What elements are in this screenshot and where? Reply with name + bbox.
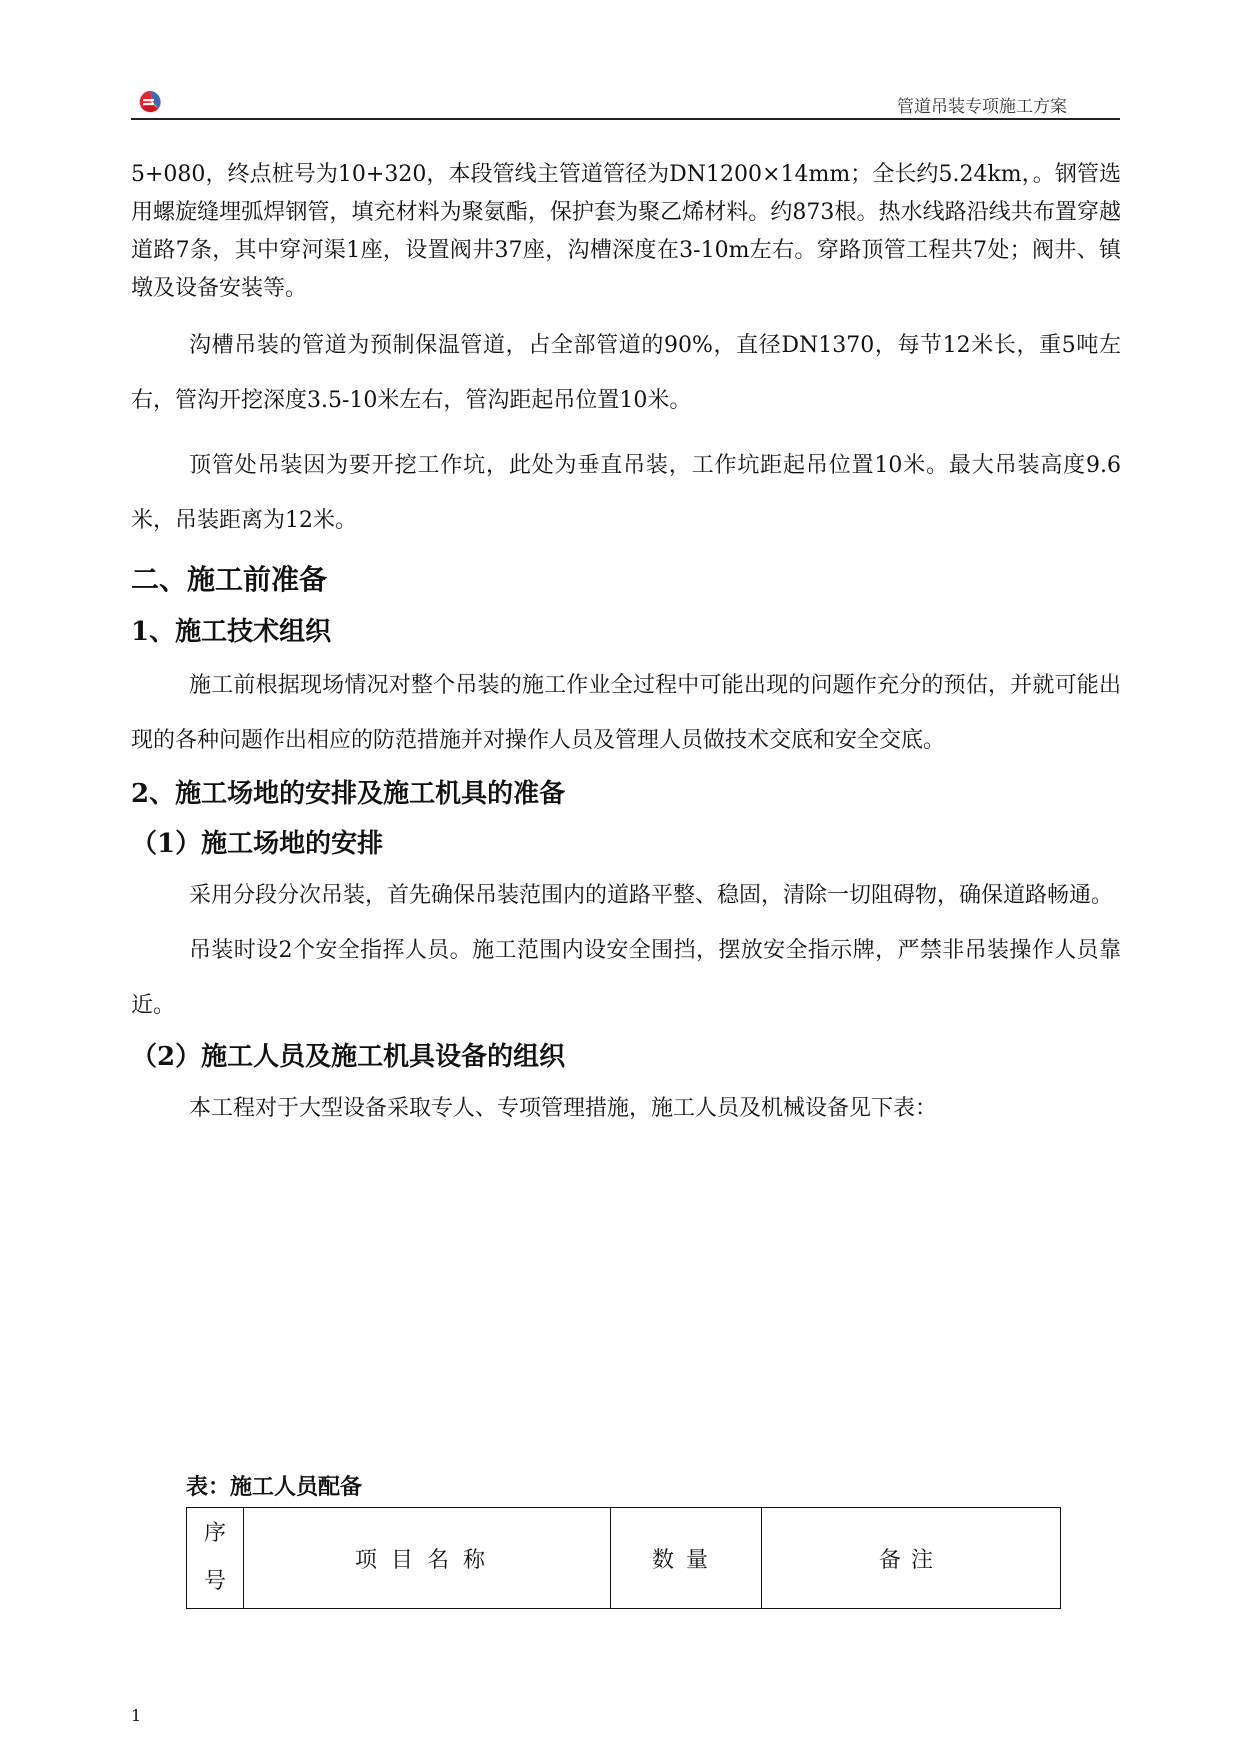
column-header-sequence bbox=[187, 1508, 244, 1609]
safety-commander-paragraph: 吊装时设2个安全指挥人员。施工范围内设安全围挡，摆放安全指示牌，严禁非吊装操作人员靠近。 bbox=[131, 938, 1121, 1018]
staff-equipment-intro-paragraph: 本工程对于大型设备采取专人、专项管理措施，施工人员及机械设备见下表： bbox=[189, 1096, 938, 1121]
table-caption: 表：施工人员配备 bbox=[186, 1475, 363, 1500]
document-body bbox=[131, 156, 1121, 1136]
item-title-site-arrangement: （1）施工场地的安排 bbox=[131, 829, 384, 859]
column-header-quantity: 数量 bbox=[611, 1508, 762, 1609]
trench-lifting-paragraph: 沟槽吊装的管道为预制保温管道，占全部管道的90%，直径DN1370，每节12米长，重5吨左右，管沟开挖深度3.5-10米左右，管沟距起吊位置10米。 bbox=[131, 333, 1121, 413]
column-header-sequence-line2: 号 bbox=[203, 1569, 226, 1594]
item-title-staff-and-equipment: （2）施工人员及施工机具设备的组织 bbox=[131, 1042, 566, 1072]
page-number: 1 bbox=[131, 1706, 142, 1725]
jacking-lifting-paragraph: 顶管处吊装因为要开挖工作坑，此处为垂直吊装，工作坑距起吊位置10米。最大吊装高度9.6米，吊装距离为12米。 bbox=[131, 453, 1121, 533]
project-overview-paragraph: 5+080，终点桩号为10+320，本段管线主管道管径为DN1200×14mm；全长约5.24km，。钢管选用螺旋缝埋弧焊钢管，填充材料为聚氨酯，保护套为聚乙烯材料。约873根。热水线路沿线共布置穿越道路7条，其中穿河渠1座，设置阀井37座，沟槽深度在3-10m左右。穿路顶管工程共7处；阀井、镇墩及设备安装等。 bbox=[131, 162, 1122, 301]
staff-allocation-table bbox=[186, 1507, 1061, 1609]
column-header-sequence-line1: 序 bbox=[203, 1521, 226, 1546]
table-header-row bbox=[187, 1508, 1061, 1609]
technical-organization-paragraph: 施工前根据现场情况对整个吊装的施工作业全过程中可能出现的问题作充分的预估，并就可能出现的各种问题作出相应的防范措施并对操作人员及管理人员做技术交底和安全交底。 bbox=[131, 673, 1121, 753]
column-header-item-name: 项目名称 bbox=[244, 1508, 611, 1609]
document-header-title: 管道吊装专项施工方案 bbox=[897, 97, 1067, 117]
column-header-remarks: 备注 bbox=[762, 1508, 1061, 1609]
subsection-title-site-and-equipment: 2、施工场地的安排及施工机具的准备 bbox=[131, 779, 566, 809]
header-divider bbox=[131, 118, 1120, 120]
company-logo-icon bbox=[138, 90, 162, 114]
section-heading-preparation: 二、施工前准备 bbox=[131, 563, 328, 596]
site-arrangement-paragraph: 采用分段分次吊装，首先确保吊装范围内的道路平整、稳固，清除一切阻碍物，确保道路畅通。 bbox=[189, 883, 1114, 908]
subsection-title-technical-organization: 1、施工技术组织 bbox=[131, 617, 332, 647]
